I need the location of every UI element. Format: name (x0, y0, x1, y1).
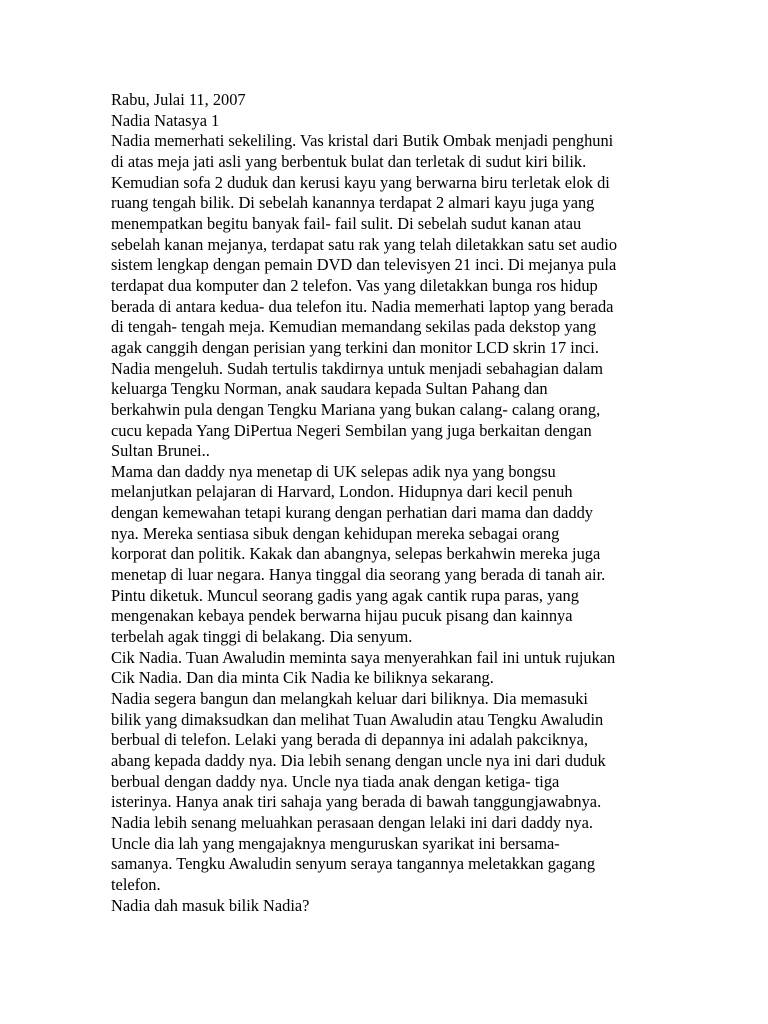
body-line: Pintu diketuk. Muncul seorang gadis yang agak cantik rupa paras, yang (111, 585, 579, 605)
body-line: di tengah- tengah meja. Kemudian memandang sekilas pada dekstop yang (111, 317, 597, 337)
body-line: keluarga Tengku Norman, anak saudara kepada Sultan Pahang dan (111, 379, 548, 399)
body-line: mengenakan kebaya pendek berwarna hijau pucuk pisang dan kainnya (111, 606, 573, 626)
body-line: Sultan Brunei.. (111, 441, 210, 461)
body-line: Cik Nadia. Dan dia minta Cik Nadia ke biliknya sekarang. (111, 668, 494, 688)
body-line: agak canggih dengan perisian yang terkini dan monitor LCD skrin 17 inci. (111, 337, 599, 357)
body-line: Nadia mengeluh. Sudah tertulis takdirnya untuk menjadi sebahagian dalam (111, 358, 604, 378)
body-line: telefon. (111, 874, 161, 894)
body-line: Nadia lebih senang meluahkan perasaan dengan lelaki ini dari daddy nya. (111, 812, 593, 832)
body-line: Mama dan daddy nya menetap di UK selepas adik nya yang bongsu (111, 461, 556, 481)
body-line: abang kepada daddy nya. Dia lebih senang dengan uncle nya ini dari duduk (111, 751, 606, 770)
body-line: samanya. Tengku Awaludin senyum seraya tangannya meletakkan gagang (111, 854, 596, 874)
body-line: Kemudian sofa 2 duduk dan kerusi kayu yang berwarna biru terletak elok di (111, 172, 610, 192)
body-line: di atas meja jati asli yang berbentuk bulat dan terletak di sudut kiri bilik. (111, 151, 587, 171)
body-line: Nadia memerhati sekeliling. Vas kristal dari Butik Ombak menjadi penghuni (111, 131, 614, 151)
body-line: menetap di luar negara. Hanya tinggal dia seorang yang berada di tanah air. (111, 565, 606, 585)
body-line: cucu kepada Yang DiPertua Negeri Sembilan yang juga berkaitan dengan (111, 420, 592, 440)
body-line: isterinya. Hanya anak tiri sahaja yang berada di bawah tanggungjawabnya. (111, 792, 602, 812)
post-date: Rabu, Julai 11, 2007 (111, 90, 246, 109)
body-line: nya. Mereka sentiasa sibuk dengan kehidupan mereka sebagai orang (111, 523, 560, 543)
post-title: Nadia Natasya 1 (111, 110, 220, 130)
body-line: ruang tengah bilik. Di sebelah kanannya terdapat 2 almari kayu juga yang (111, 193, 595, 213)
body-line: Uncle dia lah yang mengajaknya menguruskan syarikat ini bersama- (111, 833, 560, 853)
body-line: korporat dan politik. Kakak dan abangnya, selepas berkahwin mereka juga (111, 544, 601, 564)
body-line: melanjutkan pelajaran di Harvard, London. Hidupnya dari kecil penuh (111, 482, 573, 502)
body-line: sistem lengkap dengan pemain DVD dan televisyen 21 inci. Di mejanya pula (111, 255, 617, 275)
body-line: Nadia dah masuk bilik Nadia? (111, 895, 310, 915)
body-line: Nadia segera bangun dan melangkah keluar dari biliknya. Dia memasuki (111, 689, 588, 709)
body-line: berada di antara kedua- dua telefon itu. Nadia memerhati laptop yang berada (111, 296, 614, 316)
body-line: berbual dengan daddy nya. Uncle nya tiada anak dengan ketiga- tiga (111, 771, 560, 791)
body-line: terdapat dua komputer dan 2 telefon. Vas yang diletakkan bunga ros hidup (111, 275, 598, 295)
body-line: Cik Nadia. Tuan Awaludin meminta saya menyerahkan fail ini untuk rujukan (111, 647, 616, 667)
body-line: sebelah kanan mejanya, terdapat satu rak yang telah diletakkan satu set audio (111, 234, 618, 254)
body-line: bilik yang dimaksudkan dan melihat Tuan Awaludin atau Tengku Awaludin (111, 709, 604, 729)
body-line: menempatkan begitu banyak fail- fail sulit. Di sebelah sudut kanan atau (111, 213, 582, 233)
body-line: dengan kemewahan tetapi kurang dengan perhatian dari mama dan daddy (111, 503, 593, 523)
document-page (111, 90, 761, 916)
body-line: terbelah agak tinggi di belakang. Dia senyum. (111, 627, 413, 647)
body-line: berkahwin pula dengan Tengku Mariana yang bukan calang- calang orang, (111, 399, 601, 419)
body-line: berbual di telefon. Lelaki yang berada di depannya ini adalah pakciknya, (111, 730, 588, 750)
